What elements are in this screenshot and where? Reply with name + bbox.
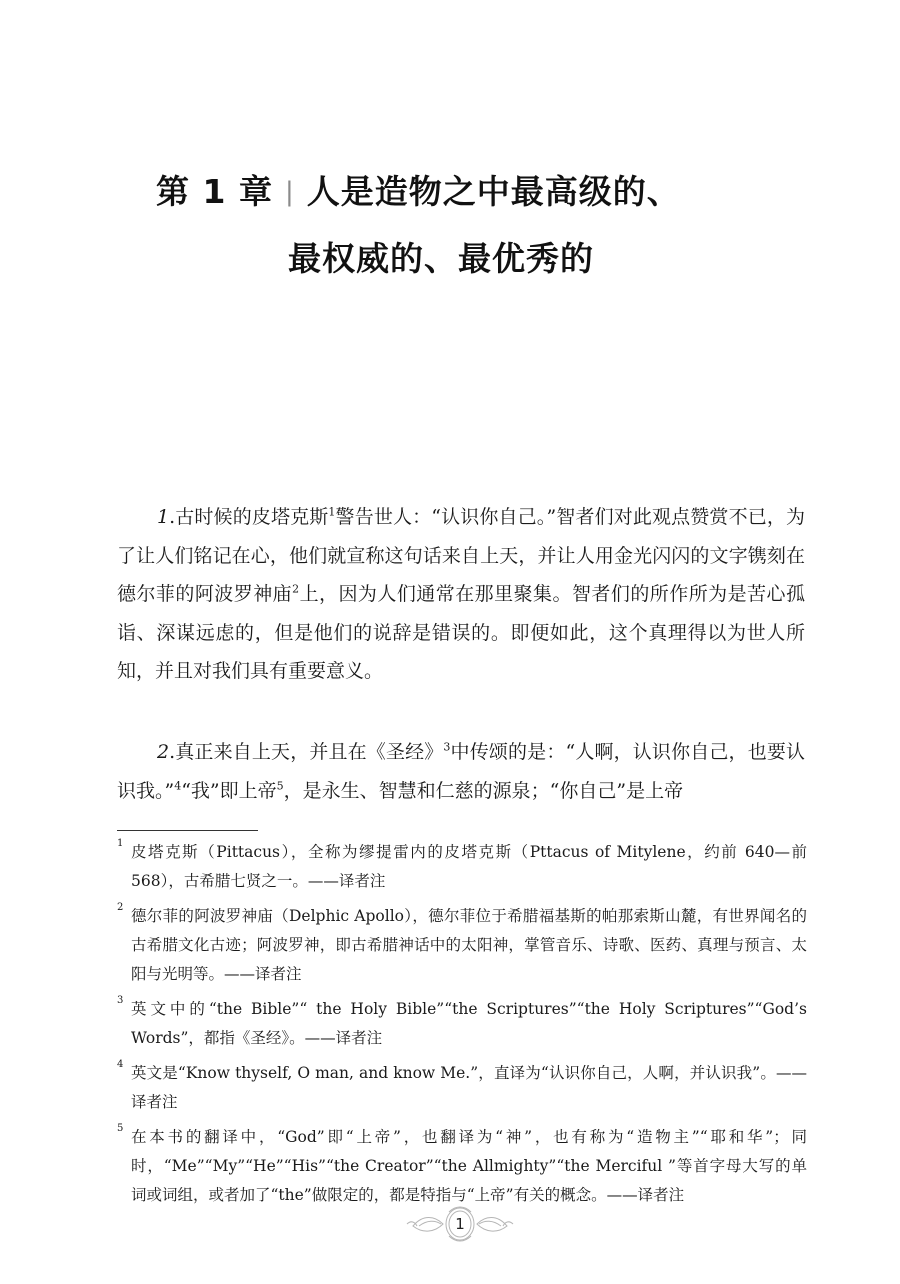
- paragraph-1: [117, 498, 805, 691]
- chapter-title-line2: 最权威的、最优秀的: [288, 239, 594, 278]
- footnote-text: 英文中的“the Bible”“ the Holy Bible”“the Scriptures”“the Holy Scriptures”“God’s Words”，都指《圣经》。——译者注: [131, 1000, 807, 1047]
- footnote-ref[interactable]: 1: [328, 505, 336, 519]
- footnote-divider: [117, 830, 258, 831]
- footnote-number: 5: [117, 1123, 124, 1134]
- footnote-ref[interactable]: 3: [443, 740, 451, 754]
- paragraph-text: .古时候的皮塔克斯: [169, 506, 329, 528]
- footnote-text: 德尔菲的阿波罗神庙（Delphic Apollo），德尔菲位于希腊福基斯的帕那索斯山麓，有世界闻名的古希腊文化古迹；阿波罗神，即古希腊神话中的太阳神，掌管音乐、诗歌、医药、真理与预言、太阳与光明等。——译者注: [131, 907, 807, 983]
- footnote-ref[interactable]: 2: [292, 582, 300, 596]
- chapter-heading: [156, 172, 681, 211]
- footnote-item: [117, 902, 807, 989]
- footnote-text: 在本书的翻译中，“God”即“上帝”，也翻译为“神”，也有称为“造物主”“耶和华”；同时，“Me”“My”“He”“His”“the Creator”“the Allmighty”“the Merciful ”等首字母大写的单词或词组，或者加了“the”做限定的，都是特指与“上帝”有关的概念。——译者注: [131, 1128, 807, 1204]
- footnote-text: 皮塔克斯（Pittacus），全称为缪提雷内的皮塔克斯（Pttacus of Mitylene，约前 640—前 568），古希腊七贤之一。——译者注: [131, 843, 807, 890]
- paragraph-text: “我”即上帝: [181, 779, 277, 802]
- paragraph-text: ，是永生、智慧和仁慈的源泉；“你自己”是上帝: [283, 779, 684, 802]
- paragraph-text: 警告世人：“认识你自己。”智者们对此观点赞赏不已，为了让人们铭记在心，他们就宣称这句话来自上天，并让人用金光闪闪的文字镌刻在德尔菲的阿波罗神庙: [117, 506, 805, 605]
- footnote-number: 2: [117, 902, 124, 913]
- footnote-item: [117, 995, 807, 1053]
- footnote-item: [117, 1059, 807, 1117]
- page-number-ornament: [405, 1204, 515, 1244]
- footnote-ref[interactable]: 5: [276, 779, 284, 793]
- chapter-separator: |: [284, 177, 295, 207]
- chapter-label: 第 1 章: [156, 172, 273, 211]
- paragraph-2: [117, 733, 805, 810]
- footnote-number: 4: [117, 1059, 124, 1070]
- footnote-ref[interactable]: 4: [174, 779, 182, 793]
- paragraph-text: 上，因为人们通常在那里聚集。智者们的所作所为是苦心孤诣、深谋远虑的，但是他们的说辞是错误的。即便如此，这个真理得以为世人所知，并且对我们具有重要意义。: [117, 583, 805, 682]
- paragraph-number: 1: [157, 506, 170, 528]
- paragraph-number: 2: [157, 741, 170, 763]
- chapter-title-line1: 人是造物之中最高级的、: [306, 172, 681, 211]
- footnotes: [117, 838, 807, 1216]
- footnote-text: 英文是“Know thyself, O man, and know Me.”，直译为“认识你自己，人啊，并认识我”。——译者注: [131, 1064, 807, 1111]
- page-number: 1: [455, 1215, 465, 1233]
- footnote-number: 1: [117, 838, 124, 849]
- footnote-item: [117, 1123, 807, 1210]
- footnote-number: 3: [117, 995, 124, 1006]
- paragraph-text: 中传颂的是：“人啊，认识你自己，也要认识我。”: [117, 741, 805, 802]
- footnote-item: [117, 838, 807, 896]
- paragraph-text: .真正来自上天，并且在《圣经》: [169, 741, 444, 763]
